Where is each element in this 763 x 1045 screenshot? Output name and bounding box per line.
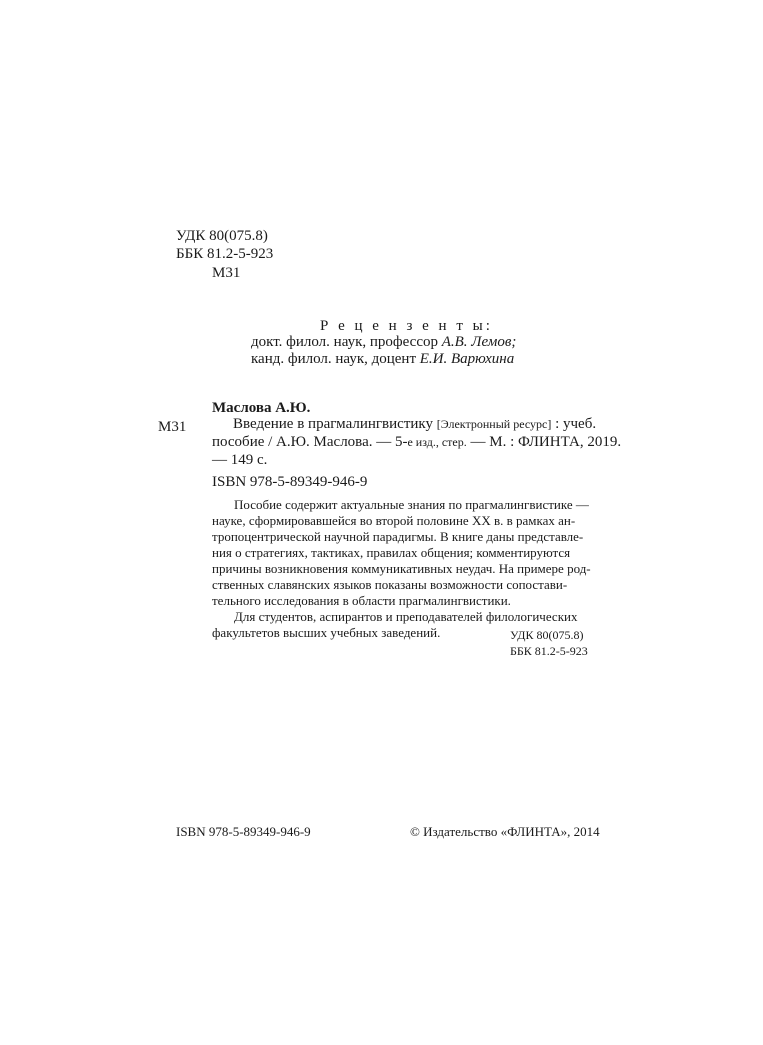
reviewer-1-name: А.В. Лемов; <box>441 334 517 350</box>
abstract <box>212 497 592 641</box>
record-author: Маслова А.Ю. <box>212 400 311 416</box>
abstract-udk: УДК 80(075.8) <box>510 628 584 642</box>
record-responsibility: пособие / А.Ю. Маслова. — 5- <box>212 434 408 450</box>
abstract-line: науке, сформировавшейся во второй половине XX в. в рамках ан- <box>212 513 576 528</box>
reviewer-2-name: Е.И. Варюхина <box>419 351 515 367</box>
reviewer-2-credentials: канд. филол. наук, доцент <box>251 351 420 367</box>
record-isbn: ISBN 978-5-89349-946-9 <box>212 474 368 490</box>
record-title-line-2 <box>212 433 621 451</box>
abstract-line: тельного исследования в области прагмалингвистики. <box>212 593 511 608</box>
author-sign: М31 <box>212 265 241 281</box>
bbk-code: ББК 81.2-5-923 <box>176 246 274 262</box>
record-pages: — 149 с. <box>212 452 268 468</box>
footer-copyright: © Издательство «ФЛИНТА», 2014 <box>410 824 600 839</box>
record-margin-sign: М31 <box>158 419 187 435</box>
udk-code: УДК 80(075.8) <box>176 228 268 244</box>
abstract-line: ственных славянских языков показаны возможности сопостави- <box>212 577 568 592</box>
record-type: : учеб. <box>551 416 597 432</box>
footer-isbn: ISBN 978-5-89349-946-9 <box>176 824 311 839</box>
abstract-bbk: ББК 81.2-5-923 <box>510 644 588 658</box>
record-imprint: — М. : ФЛИНТА, 2019. <box>466 434 622 450</box>
audience-line: факультетов высших учебных заведений. <box>212 625 441 640</box>
record-edition: е изд., стер. <box>407 435 467 449</box>
abstract-line: ния о стратегиях, тактиках, правилах общения; комментируются <box>212 545 571 560</box>
reviewers-heading: Р е ц е н з е н т ы: <box>320 318 493 334</box>
record-title-line-1 <box>233 415 596 433</box>
abstract-line: причины возникновения коммуникативных неудач. На примере род- <box>212 561 591 576</box>
abstract-line: Пособие содержит актуальные знания по прагмалингвистике — <box>234 497 589 512</box>
abstract-line: тропоцентрической научной парадигмы. В книге даны представле- <box>212 529 584 544</box>
record-medium: [Электронный ресурс] <box>436 417 552 431</box>
reviewer-1-credentials: докт. филол. наук, профессор <box>251 334 442 350</box>
reviewer-1 <box>251 333 516 351</box>
reviewer-2 <box>251 350 514 368</box>
audience-line: Для студентов, аспирантов и преподавателей филологических <box>234 609 578 624</box>
record-title: Введение в прагмалингвистику <box>233 416 437 432</box>
